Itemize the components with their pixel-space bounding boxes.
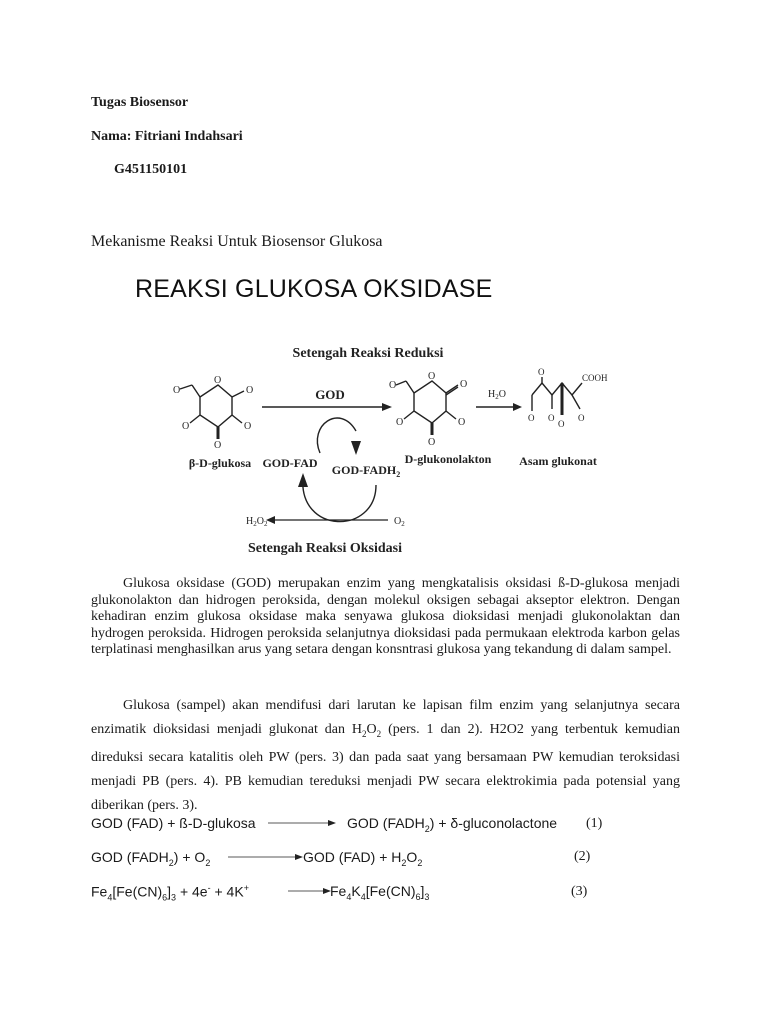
section-title: Mekanisme Reaksi Untuk Biosensor Glukosa <box>91 233 383 250</box>
equation-3-right: $Fe_4K_4[Fe(CN)_6]_3$ <box>330 883 430 902</box>
svg-text:O: O <box>246 385 254 396</box>
student-id: G451150101 <box>114 162 188 177</box>
gluconic-acid-label: Asam glukonat <box>519 454 597 468</box>
cycle-arrow-down <box>317 418 356 453</box>
enzyme-label: GOD <box>315 387 345 402</box>
equation-3-left: $Fe_4[Fe(CN)_6]_3 + 4e^- + 4K^+$ <box>91 883 249 903</box>
paragraph-2: Glukosa (sampel) akan mendifusi dari larutan ke lapisan film enzim yang selanjutnya secara enzimatik dioksidasi menjadi glukonat dan $H_2O_2$ (pers. 1 dan 2). H2O2 yang terbentuk kemudian direduksi secara katalitis oleh PW (pers. 3) dan pada saat yang bersamaan PW kemudian teroksidasi menjadi PB (pers. 4). PB kemudian tereduksi menjadi PW secara elektrokimia pada potensial yang diberikan (pers. 3). <box>91 698 680 813</box>
god-fadh2-label: GOD-$FADH_2$ <box>331 463 401 479</box>
equation-1-number: (1) <box>586 816 603 831</box>
svg-text:O: O <box>460 379 468 390</box>
beta-glucose-label: β-D-glukosa <box>188 456 252 470</box>
equation-2-arrow <box>228 852 304 862</box>
water-label: $H_2O$ <box>488 389 506 401</box>
svg-text:O: O <box>244 421 252 432</box>
svg-text:O: O <box>558 419 565 429</box>
equation-1-arrow <box>268 818 338 828</box>
svg-text:O: O <box>389 380 397 391</box>
equation-2-right: GOD $(FAD) + H_2O_2$ <box>303 849 423 868</box>
equation-1-right: GOD $(FADH_2)$ + δ-gluconolactone <box>347 815 558 834</box>
reduction-label: Setengah Reaksi Reduksi <box>292 346 444 361</box>
oxidation-label: Setengah Reaksi Oksidasi <box>247 541 403 556</box>
svg-text:O: O <box>548 413 555 423</box>
paragraph-1: Glukosa oksidase (GOD) merupakan enzim yang mengkatalisis oksidasi ß-D-glukosa menjadi glukonolakton dan hidrogen peroksida, dengan molekul oksigen sebagai akseptor elektron. Dengan kehadiran enzim glukosa oksidase maka senyawa glukosa dioksidasi menjadi glukonolaktan dan hydrogen peroksida. Hidrogen peroksida selanjutnya dioksidasi pada permukaan elektroda karbon gelas terplatinasi menghasilkan arus yang setara dengan konsntrasi glukosa yang tekandung di dalam sampel. <box>91 576 680 657</box>
beta-glucose-structure <box>180 385 244 439</box>
h2o2-label: $H_2O_2$ <box>246 516 268 528</box>
svg-text:O: O <box>428 437 436 448</box>
svg-text:O: O <box>214 375 222 386</box>
equation-2-number: (2) <box>574 849 591 864</box>
figure-title: REAKSI GLUKOSA OKSIDASE <box>135 275 493 303</box>
svg-text:O: O <box>214 440 222 451</box>
reaction-diagram <box>170 335 620 565</box>
equation-3-arrow <box>288 886 332 896</box>
equation-1-left: GOD (FAD) + ß-D-glukosa <box>91 815 256 831</box>
svg-text:O: O <box>428 371 436 382</box>
cycle-arrow-up <box>303 477 376 522</box>
svg-text:O: O <box>458 417 466 428</box>
task-title: Tugas Biosensor <box>91 95 189 110</box>
o2-label: $O_2$ <box>394 516 405 528</box>
god-fad-label: GOD-FAD <box>262 456 318 470</box>
equation-3-number: (3) <box>571 884 588 899</box>
svg-text:O: O <box>182 421 190 432</box>
svg-text:O: O <box>528 413 535 423</box>
svg-text:O: O <box>396 417 404 428</box>
svg-text:O: O <box>538 367 545 377</box>
svg-text:O: O <box>173 385 181 396</box>
gluconolactone-label: D-glukonolakton <box>404 452 492 466</box>
gluconolactone-structure <box>396 381 458 435</box>
equation-2-left: GOD $(FADH_2) + O_2$ <box>91 849 211 868</box>
student-name: Nama: Fitriani Indahsari <box>91 129 243 144</box>
gluconic-acid-structure <box>532 377 582 415</box>
svg-text:COOH: COOH <box>582 373 608 383</box>
svg-text:O: O <box>578 413 585 423</box>
